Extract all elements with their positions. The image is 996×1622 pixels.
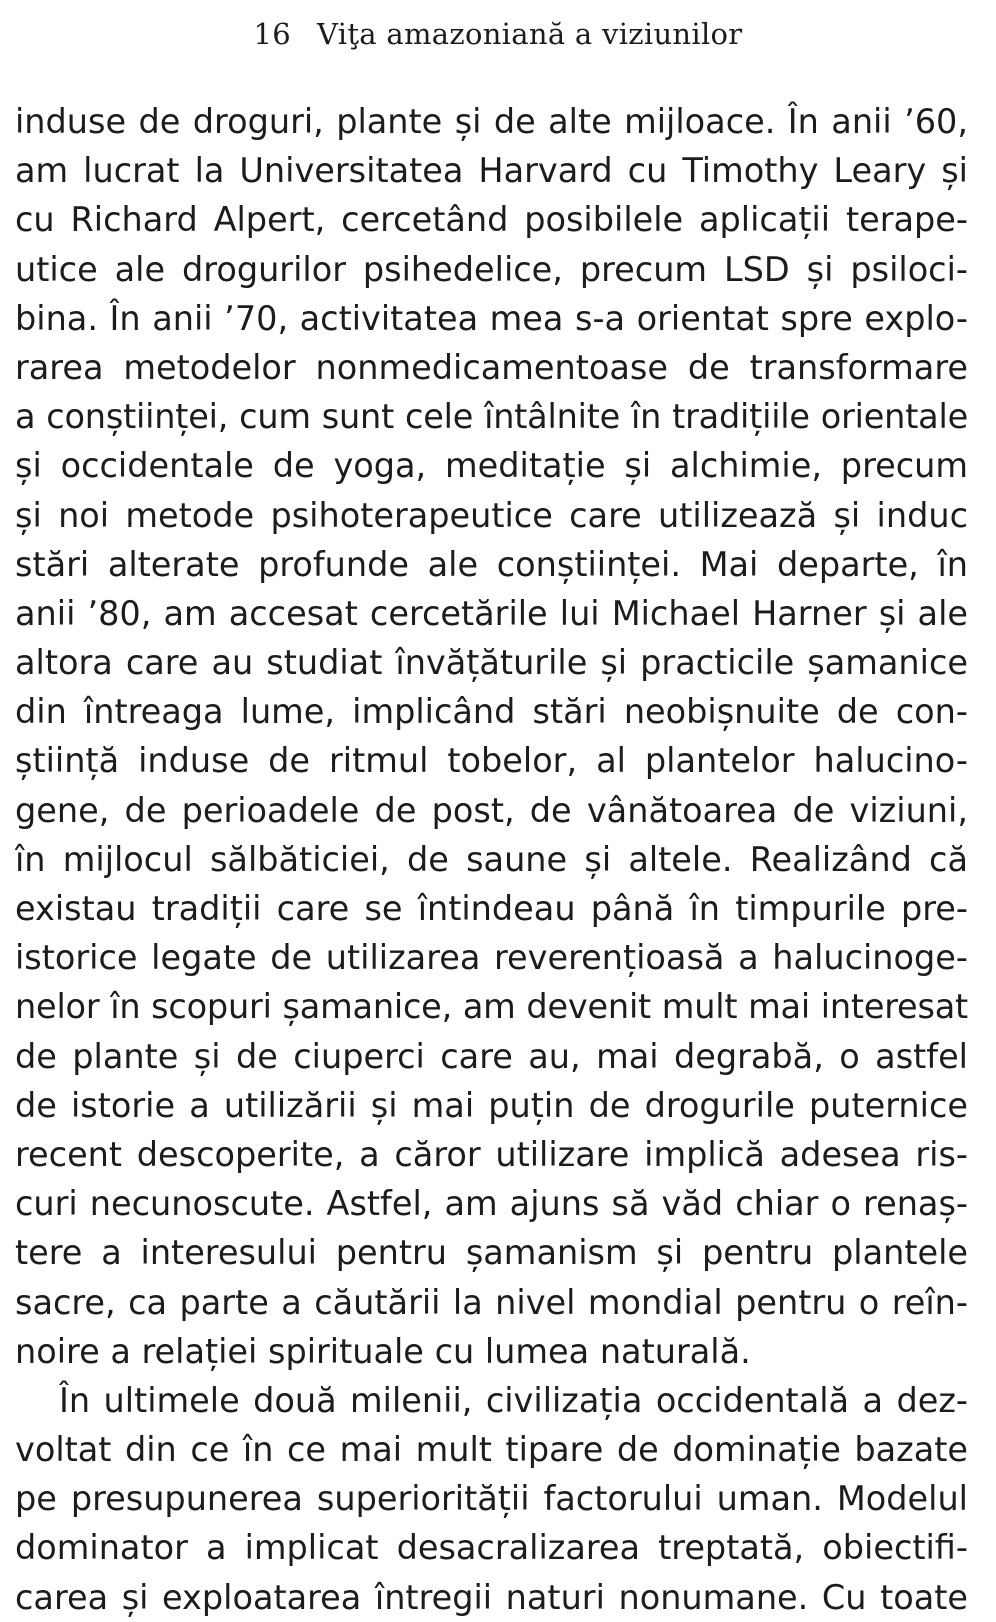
text-line: anii ’80, am accesat cercetările lui Michael Harner și ale: [15, 593, 968, 633]
text-line: nelor în scopuri șamanice, am devenit mult mai interesat: [15, 987, 968, 1027]
text-line: induse de droguri, plante și de alte mijloace. În anii ’60,: [15, 102, 968, 141]
text-line: curi necunoscute. Astfel, am ajuns să văd chiar o renaș-: [15, 1184, 968, 1224]
text-line: recent descoperite, a căror utilizare implică adesea ris-: [15, 1134, 968, 1174]
text-line: din întreaga lume, implicând stări neobișnuite de con-: [15, 692, 968, 732]
text-line: gene, de perioadele de post, de vânătoarea de viziuni,: [15, 790, 968, 830]
text-line: rarea metodelor nonmedicamentoase de transformare: [15, 347, 968, 387]
text-line: în mijlocul sălbăticiei, de saune și altele. Realizând că: [15, 839, 968, 879]
text-line: de istorie a utilizării și mai puțin de drogurile puternice: [15, 1085, 968, 1125]
running-title: Viţa amazoniană a viziunilor: [317, 17, 743, 51]
text-line: altora care au studiat învățăturile și practicile șamanice: [15, 643, 968, 683]
text-line: În ultimele două milenii, civilizația occidentală a dez-: [59, 1380, 968, 1420]
text-line: dominator a implicat desacralizarea treptată, obiectifi-: [15, 1528, 968, 1568]
text-line: istorice legate de utilizarea reverențioasă a halucinoge-: [15, 938, 968, 978]
text-line: a conștiinței, cum sunt cele întâlnite în tradițiile orientale: [15, 397, 968, 437]
text-line: carea și exploatarea întregii naturi nonumane. Cu toate: [15, 1577, 968, 1617]
text-line: tere a interesului pentru șamanism și pentru plantele: [15, 1233, 968, 1273]
text-line: și occidentale de yoga, meditație și alchimie, precum: [15, 446, 968, 486]
text-line: noire a relației spirituale cu lumea naturală.: [15, 1331, 751, 1371]
text-line: am lucrat la Universitatea Harvard cu Timothy Leary și: [15, 151, 968, 191]
text-line: de plante și de ciuperci care au, mai degrabă, o astfel: [15, 1036, 968, 1076]
text-line: bina. În anii ’70, activitatea mea s-a orientat spre explo-: [15, 298, 968, 338]
text-line: existau tradiții care se întindeau până în timpurile pre-: [15, 889, 968, 928]
body-text: [15, 97, 968, 1622]
text-line: voltat din ce în ce mai mult tipare de dominație bazate: [15, 1430, 968, 1470]
text-line: sacre, ca parte a căutării la nivel mondial pentru o reîn-: [15, 1282, 968, 1322]
text-line: și noi metode psihoterapeutice care utilizează și induc: [15, 495, 968, 535]
text-line: utice ale drogurilor psihedelice, precum LSD și psiloci-: [15, 249, 968, 289]
text-line: pe presupunerea superiorității factorului uman. Modelul: [15, 1479, 968, 1519]
paragraph-2: [15, 1376, 968, 1622]
text-line: știință induse de ritmul tobelor, al plantelor halucino-: [15, 741, 968, 781]
paragraph-1: [15, 97, 968, 1376]
text-line: cu Richard Alpert, cercetând posibilele aplicații terape-: [15, 200, 968, 240]
running-header: [0, 14, 996, 54]
text-line: stări alterate profunde ale conștiinței. Mai departe, în: [15, 544, 968, 584]
page-number: 16: [253, 17, 292, 51]
